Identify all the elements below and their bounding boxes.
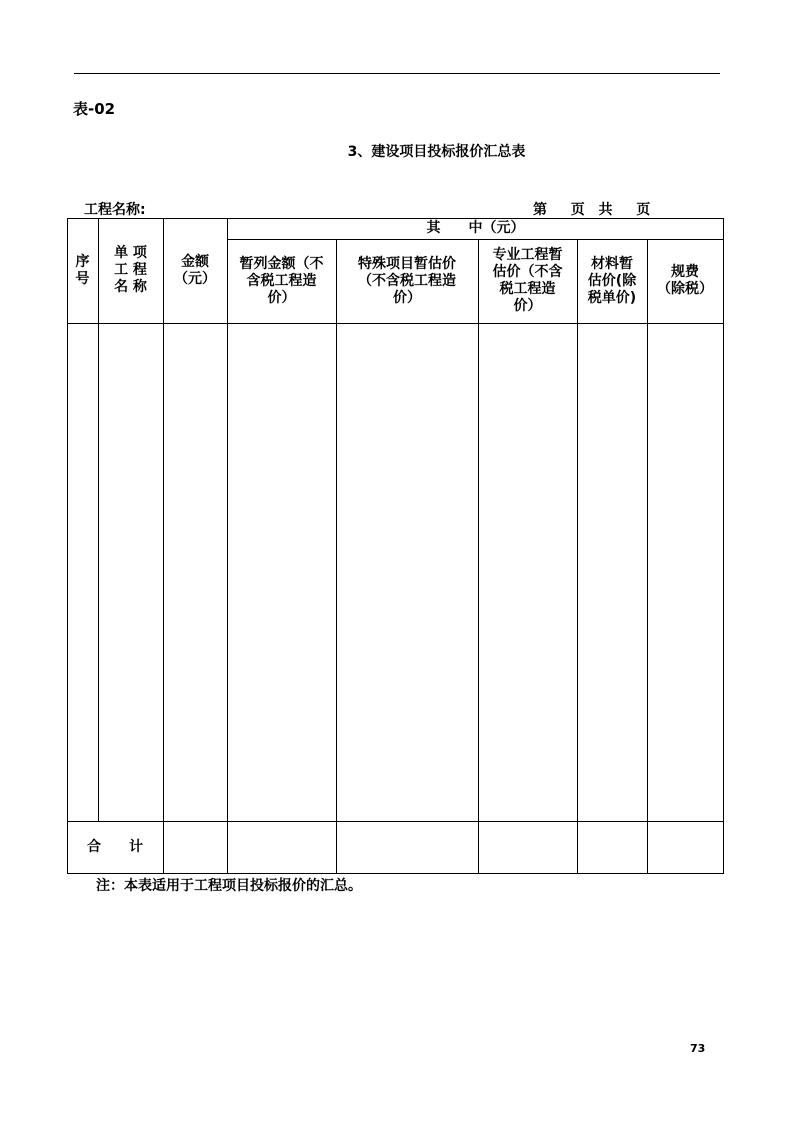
header-specialty-work	[478, 239, 577, 323]
header-unit-line: 工 程	[114, 262, 147, 278]
page-ye-total: 页	[636, 202, 651, 218]
top-rule	[74, 73, 720, 74]
header-special-line: 价）	[393, 289, 421, 306]
header-material-line: 材料暂	[591, 255, 633, 272]
col-divider-material	[647, 239, 648, 874]
header-special-line: （不含税工程造	[358, 272, 456, 289]
header-specialty-line: 专业工程暂	[492, 247, 563, 263]
page-title: 3、建设项目投标报价汇总表	[347, 144, 526, 160]
project-name-label: 工程名称:	[84, 202, 146, 218]
header-material	[577, 239, 647, 323]
header-seq	[67, 218, 98, 323]
header-bottom-border	[67, 323, 724, 324]
header-seq-line: 号	[75, 270, 90, 287]
page-gong: 共	[598, 202, 613, 218]
group-header-cell	[227, 218, 724, 239]
summary-table	[67, 218, 724, 874]
table-note: 注：本表适用于工程项目投标报价的汇总。	[96, 878, 362, 894]
header-provisional-line: 价）	[267, 289, 296, 306]
total-row-label-cell	[67, 821, 163, 873]
header-fees-line: （除税）	[657, 281, 713, 297]
header-fees	[647, 239, 723, 323]
header-seq-line: 序	[75, 253, 90, 270]
header-specialty-line: 价）	[513, 298, 542, 314]
header-provisional-line: 含税工程造	[246, 272, 317, 289]
header-material-line: 税单价)	[587, 289, 637, 306]
header-provisional-amount	[227, 239, 336, 323]
group-header-label: 其 中（元）	[426, 220, 525, 236]
header-unit-line: 单 项	[114, 245, 147, 261]
page-di: 第	[533, 202, 547, 218]
header-specialty-line: 估价（不含	[492, 264, 563, 280]
page-ye: 页	[570, 202, 585, 218]
header-special-line: 特殊项目暂估价	[358, 255, 456, 272]
total-row-divider	[67, 821, 724, 822]
col-divider-provisional	[336, 239, 337, 874]
header-provisional-line: 暂列金额（不	[239, 255, 324, 272]
col-divider-special	[478, 239, 479, 874]
table-tag: 表-02	[73, 100, 116, 118]
header-unit-project	[98, 218, 163, 323]
header-special-item	[336, 239, 478, 323]
header-fees-line: 规费	[671, 264, 699, 280]
table-right-border	[723, 218, 724, 874]
header-amount-line: 金额	[181, 253, 209, 270]
header-amount	[163, 218, 227, 323]
header-unit-line: 名 称	[114, 279, 147, 295]
page-number: 73	[690, 1042, 706, 1055]
table-bottom-border	[67, 873, 724, 874]
header-specialty-line: 税工程造	[499, 281, 556, 297]
col-divider-specialty	[577, 239, 578, 874]
page-indicator	[533, 199, 650, 219]
header-amount-line: （元）	[174, 270, 216, 287]
header-material-line: 估价(除	[587, 272, 637, 289]
total-label: 合 计	[87, 838, 143, 855]
